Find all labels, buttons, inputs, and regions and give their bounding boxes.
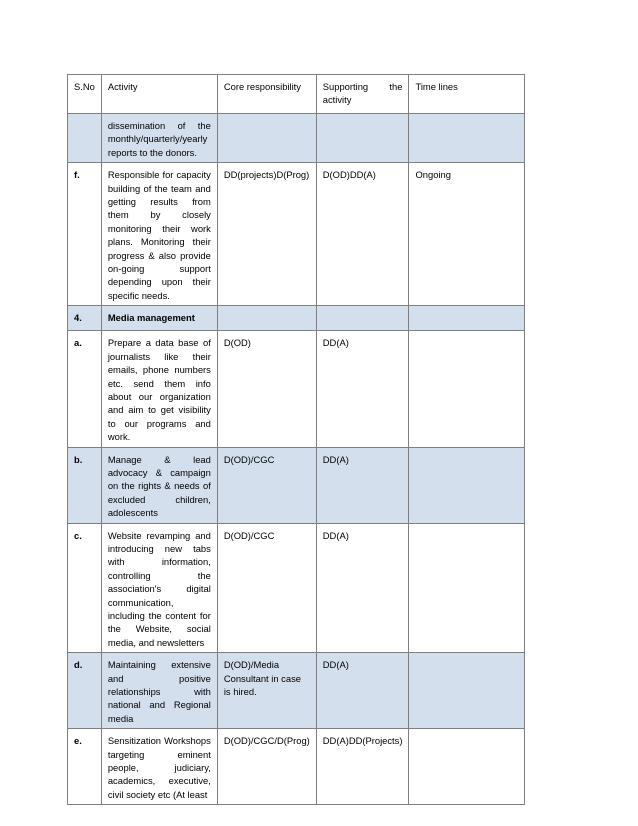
row-timelines [409, 653, 525, 729]
row-supporting: DD(A) [316, 331, 409, 447]
header-activity: Activity [101, 75, 217, 114]
row-core [217, 306, 316, 331]
row-timelines [409, 447, 525, 523]
header-core-responsibility: Core responsibility [217, 75, 316, 114]
row-supporting [316, 306, 409, 331]
row-timelines [409, 523, 525, 653]
row-timelines [409, 331, 525, 447]
table-row [68, 653, 525, 729]
table-header-row [68, 75, 525, 114]
row-supporting [316, 114, 409, 163]
row-core: D(OD)/CGC/D(Prog) [217, 729, 316, 805]
row-timelines [409, 729, 525, 805]
row-activity: Website revamping and introducing new tabs with information, controlling the association's digital communication, including the content for the Website, social media, and newsletters [101, 523, 217, 653]
table-row [68, 447, 525, 523]
header-sno: S.No [68, 75, 102, 114]
row-core: D(OD)/Media Consultant in case is hired. [217, 653, 316, 729]
row-activity: Maintaining extensive and positive relationships with national and Regional media [101, 653, 217, 729]
row-supporting: DD(A) [316, 523, 409, 653]
row-sno [68, 114, 102, 163]
row-core: DD(projects)D(Prog) [217, 163, 316, 306]
table-row [68, 729, 525, 805]
table-section-row [68, 306, 525, 331]
row-sno: a. [68, 331, 102, 447]
row-supporting: D(OD)DD(A) [316, 163, 409, 306]
header-supporting: Supporting the activity [316, 75, 409, 114]
row-timelines: Ongoing [409, 163, 525, 306]
row-activity: dissemination of the monthly/quarterly/yearly reports to the donors. [101, 114, 217, 163]
row-activity: Sensitization Workshops targeting eminent people, judiciary, academics, executive, civil society etc (At least [101, 729, 217, 805]
row-timelines [409, 114, 525, 163]
table-row [68, 331, 525, 447]
row-sno: c. [68, 523, 102, 653]
row-activity: Manage & lead advocacy & campaign on the rights & needs of excluded children, adolescents [101, 447, 217, 523]
row-sno: e. [68, 729, 102, 805]
row-core: D(OD)/CGC [217, 447, 316, 523]
row-timelines [409, 306, 525, 331]
section-number: 4. [68, 306, 102, 331]
header-time-lines: Time lines [409, 75, 525, 114]
table-row [68, 114, 525, 163]
row-sno: f. [68, 163, 102, 306]
table-row [68, 163, 525, 306]
row-activity: Prepare a data base of journalists like their emails, phone numbers etc. send them info about our organization and aim to get visibility to our programs and work. [101, 331, 217, 447]
row-supporting: DD(A)DD(Projects) [316, 729, 409, 805]
table-row [68, 523, 525, 653]
row-supporting: DD(A) [316, 447, 409, 523]
row-core: D(OD)/CGC [217, 523, 316, 653]
row-activity: Responsible for capacity building of the team and getting results from them by closely monitoring their work plans. Monitoring their progress & also provide on-going support depending upon their specific needs. [101, 163, 217, 306]
row-sno: d. [68, 653, 102, 729]
section-title: Media management [101, 306, 217, 331]
row-core: D(OD) [217, 331, 316, 447]
row-supporting: DD(A) [316, 653, 409, 729]
responsibility-table [67, 74, 525, 805]
row-core [217, 114, 316, 163]
row-sno: b. [68, 447, 102, 523]
